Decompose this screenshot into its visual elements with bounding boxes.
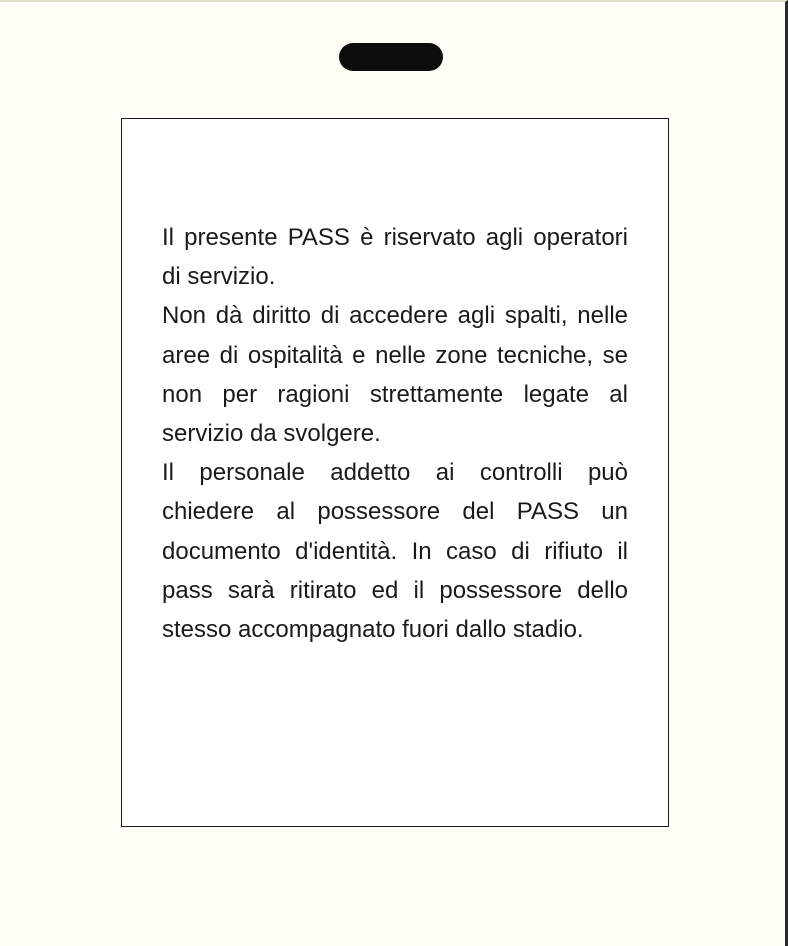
paragraph-access-limits: Non dà diritto di accedere agli spalti, nelle aree di ospitalità e nelle zone tecniche, se non per ragioni strettamente legate al servizio da svolgere. [162,302,628,448]
paragraph-reserved-for-staff: Il presente PASS è riservato agli operatori di servizio. [162,224,628,291]
pass-rules-text [162,218,628,649]
lanyard-slot [339,43,443,71]
paragraph-identity-check: Il personale addetto ai controlli può chiedere al possessore del PASS un documento d'identità. In caso di rifiuto il pass sarà ritirato ed il possessore dello stesso accompagnato fuori dallo stadio. [162,459,628,644]
